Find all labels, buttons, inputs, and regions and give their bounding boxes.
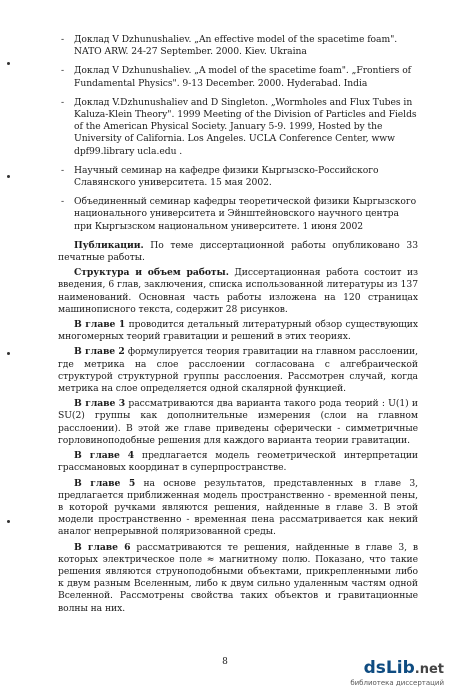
- watermark-logo-main: dsLib: [363, 658, 415, 678]
- chapter-2-paragraph: [58, 346, 418, 395]
- watermark-logo-tld: .net: [414, 662, 444, 677]
- talk-text: Научный семинар на кафедре физики Кыргызско-Российского Славянского университета. 15 мая 2002.: [74, 164, 379, 189]
- publications-heading: Публикации.: [74, 239, 144, 251]
- structure-heading: Структура и объем работы.: [74, 267, 229, 279]
- list-item: [58, 34, 418, 58]
- chapter-text: проводится детальный литературный обзор существующих многомерных теорий гравитации и решений в этих теориях.: [58, 319, 418, 343]
- talk-text: Доклад V Dzhunushaliev. „A model of the spacetime foam". „Frontiers of Fundamental Physics". 9-13 December. 2000. Hyderabad. India: [74, 65, 412, 89]
- bullet-dash: -: [61, 65, 65, 77]
- bullet-dash: -: [61, 164, 65, 176]
- margin-mark: [7, 520, 10, 523]
- bullet-dash: -: [61, 96, 65, 108]
- talks-list: [58, 34, 418, 233]
- page-number: 8: [222, 657, 228, 667]
- chapter-text: формулируется теория гравитации на главном расслоении, где метрика на слое расслоении согласована с алгебраической структурой структурной группы расслоения. Рассмотрен случай, когда метрика на слое определяется одной скалярной функцией.: [58, 346, 418, 395]
- list-item: [58, 65, 418, 89]
- publications-text: По теме диссертационной работы опубликовано 33 печатные работы.: [58, 239, 418, 264]
- chapter-6-paragraph: [58, 542, 418, 615]
- margin-mark: [7, 352, 10, 355]
- chapter-3-paragraph: [58, 398, 418, 447]
- margin-mark: [7, 62, 10, 65]
- margin-mark: [7, 175, 10, 178]
- chapter-text: рассматриваются те решения, найденные в главе 3, в которых электрическое поле ≈ магнитному полю. Показано, что такие решения являются струноподобными объектами, прикрепленными либо к двум разным Вселенным, либо к двум сильно удаленным частям одной Вселенной. Рассмотрены свойства таких объектов и гравитационные волны на них.: [58, 541, 419, 614]
- talk-text: Доклад V Dzhunushaliev. „An effective model of the spacetime foam". NATO ARW. 24-27 September. 2000. Kiev. Ukraina: [74, 34, 398, 58]
- chapter-text: предлагается модель геометрической интерпретации грассмановых координат в суперпространстве.: [58, 450, 418, 474]
- chapter-heading: В главе 1: [74, 319, 126, 331]
- list-item: [58, 97, 418, 158]
- watermark-subtitle: библиотека диссертаций: [350, 679, 444, 687]
- bullet-dash: -: [61, 196, 65, 208]
- talk-text: Доклад V.Dzhunushaliev and D Singleton. „Wormholes and Flux Tubes in Kaluza-Klein Theory". 1999 Meeting of the Division of Particles and Fields of the American Physical Society. January 5-9. 1999, Hosted by the University of California. Los Angeles. UCLA Conference Center, www dpf99.library ucla.edu .: [74, 96, 417, 157]
- body-text: [58, 34, 418, 618]
- chapter-4-paragraph: [58, 450, 418, 474]
- chapter-1-paragraph: [58, 319, 418, 343]
- chapter-heading: В главе 4: [74, 450, 135, 462]
- watermark[interactable]: [324, 659, 444, 689]
- chapter-text: на основе результатов, представленных в главе 3, предлагается приближенная модель пространственно - временной пены, в которой ручками являются решения, найденные в главе 3. В этой модели пространственно - временная пена рассматривается как некий аналог непрерывной поляризованной среды.: [58, 477, 418, 538]
- publications-paragraph: [58, 240, 418, 264]
- chapter-5-paragraph: [58, 478, 418, 539]
- list-item: [58, 196, 418, 233]
- bullet-dash: -: [61, 34, 65, 45]
- chapter-heading: В главе 5: [74, 477, 136, 489]
- list-item: [58, 165, 418, 189]
- structure-text: Диссертационная работа состоит из введения, 6 глав, заключения, списка использованной литературы из 137 наименований. Основная часть работы изложена на 120 страницах машинописного текста, содержит 28 рисунков.: [58, 267, 418, 315]
- talk-text: Объединенный семинар кафедры теоретической физики Кыргызского национального университета и Эйнштейновского научного центра при Кыргызском национальном университете. 1 июня 2002: [74, 196, 417, 232]
- chapter-heading: В главе 6: [74, 541, 131, 553]
- watermark-logo: [324, 659, 444, 679]
- chapter-heading: В главе 2: [74, 346, 125, 358]
- structure-paragraph: [58, 267, 418, 316]
- chapter-text: рассматриваются два варианта такого рода теорий : U(1) и SU(2) группы как дополнительные измерения (слои на главном расслоении). В этой же главе приведены сферически - симметричные горловиноподобные решения для каждого варианта теории гравитации.: [58, 398, 418, 446]
- chapter-heading: В главе 3: [74, 398, 126, 410]
